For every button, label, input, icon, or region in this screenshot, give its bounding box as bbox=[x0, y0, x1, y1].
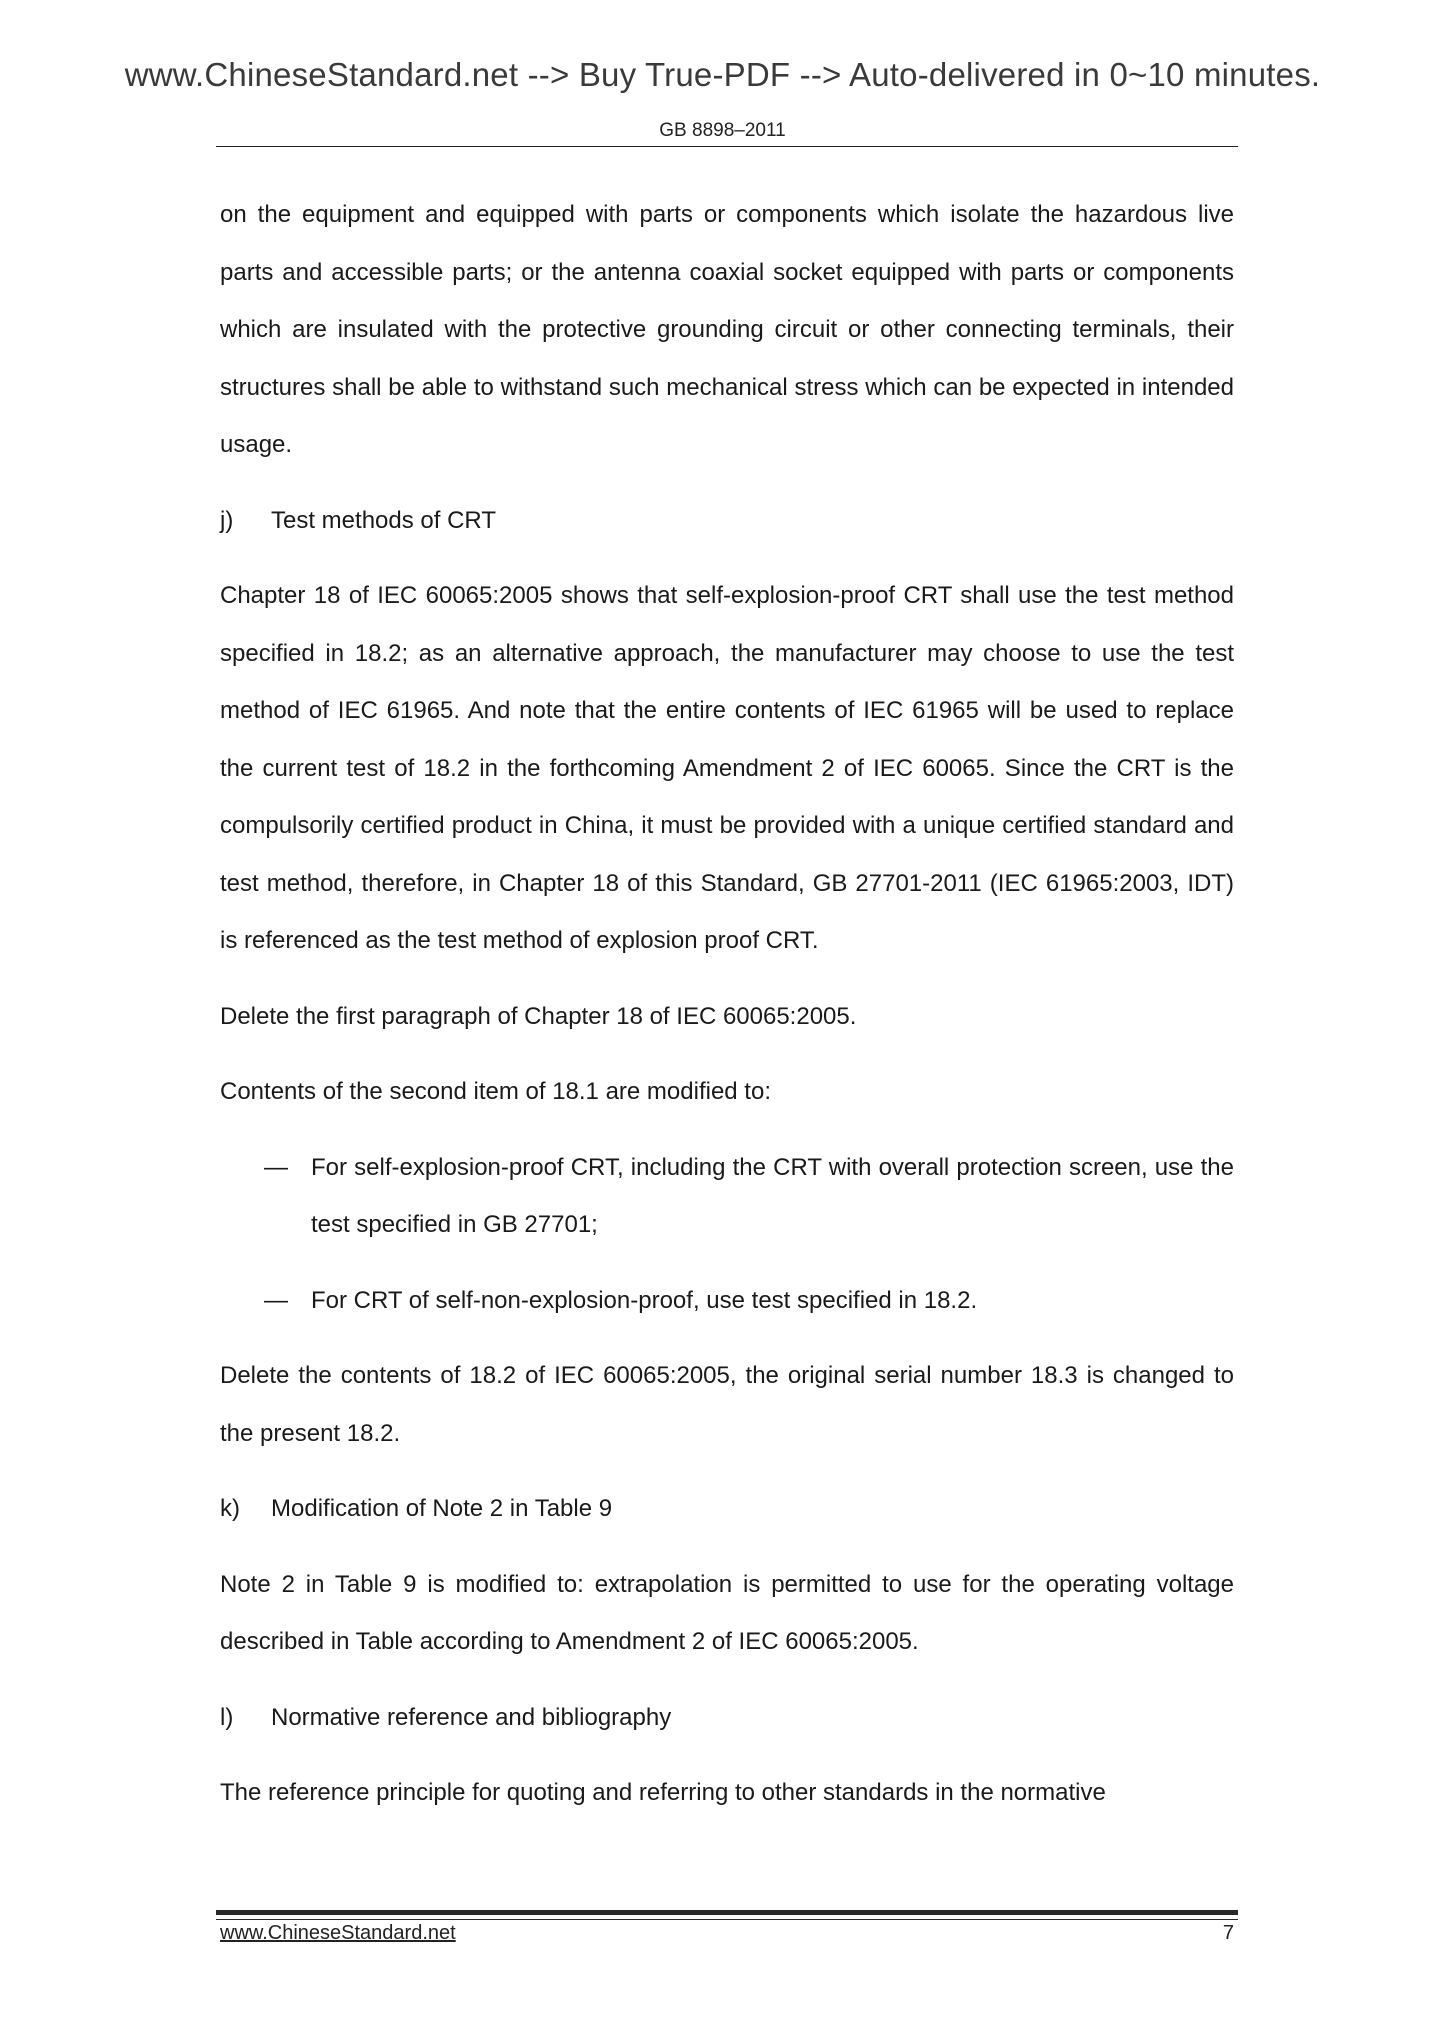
paragraph-gap bbox=[220, 1254, 1234, 1272]
dash-list-item bbox=[220, 1139, 1234, 1254]
paragraph-gap bbox=[220, 1671, 1234, 1689]
paragraph-gap bbox=[220, 1746, 1234, 1764]
paragraph-gap bbox=[220, 474, 1234, 492]
site-banner: www.ChineseStandard.net --> Buy True-PDF --> Auto-delivered in 0~10 minutes. bbox=[124, 56, 1321, 93]
header-rule bbox=[216, 146, 1238, 147]
dash-marker: — bbox=[264, 1153, 288, 1181]
footer-website-link[interactable]: www.ChineseStandard.net bbox=[220, 1922, 456, 1944]
item-l-heading bbox=[220, 1689, 1234, 1747]
paragraph-gap bbox=[220, 970, 1234, 988]
paragraph-delete-first: Delete the first paragraph of Chapter 18 of IEC 60065:2005. bbox=[220, 1002, 857, 1030]
dash-item-text: For CRT of self-non-explosion-proof, use test specified in 18.2. bbox=[311, 1286, 978, 1314]
footer-rule-thin bbox=[216, 1919, 1238, 1920]
standard-code-header: GB 8898–2011 bbox=[659, 120, 786, 141]
dash-marker: — bbox=[264, 1286, 288, 1314]
paragraph-gap bbox=[220, 1538, 1234, 1556]
item-marker: l) bbox=[220, 1703, 234, 1731]
paragraph-contents-modified: Contents of the second item of 18.1 are modified to: bbox=[220, 1078, 771, 1105]
page-number: 7 bbox=[1222, 1922, 1234, 1944]
document-body bbox=[220, 186, 1234, 1822]
item-title: Modification of Note 2 in Table 9 bbox=[271, 1495, 613, 1522]
paragraph-gap bbox=[220, 1329, 1234, 1347]
item-title: Normative reference and bibliography bbox=[271, 1703, 672, 1731]
paragraph-gap bbox=[220, 549, 1234, 567]
item-marker: j) bbox=[220, 506, 234, 534]
item-title: Test methods of CRT bbox=[271, 506, 496, 534]
paragraph-gap bbox=[220, 1045, 1234, 1063]
item-j-heading bbox=[220, 492, 1234, 550]
paragraph-crt-test-methods: Chapter 18 of IEC 60065:2005 shows that self-explosion-proof CRT shall use the test method specified in 18.2; as an alternative approach, the manufacturer may choose to use the test method of IEC 61965. And note that the entire contents of IEC 61965 will be used to replace the current test of 18.2 in the forthcoming Amendment 2 of IEC 60065. Since the CRT is the compulsorily certified product in China, it must be provided with a unique certified standard and test method, therefore, in Chapter 18 of this Standard, GB 27701-2011 (IEC 61965:2003, IDT) is referenced as the test method of explosion proof CRT. bbox=[220, 582, 1234, 954]
paragraph-reference-principle: The reference principle for quoting and referring to other standards in the normative bbox=[220, 1779, 1106, 1806]
paragraph-protection-parts: on the equipment and equipped with parts or components which isolate the hazardous live parts and accessible parts; or the antenna coaxial socket equipped with parts or components which are insulated with the protective grounding circuit or other connecting terminals, their structures shall be able to withstand such mechanical stress which can be expected in intended usage. bbox=[220, 201, 1234, 458]
paragraph-gap bbox=[220, 1121, 1234, 1139]
dash-item-text: For self-explosion-proof CRT, including the CRT with overall protection screen, use the test specified in GB 27701; bbox=[311, 1153, 1234, 1238]
dash-list-item bbox=[220, 1272, 1234, 1330]
paragraph-gap bbox=[220, 1462, 1234, 1480]
paragraph-note-2: Note 2 in Table 9 is modified to: extrapolation is permitted to use for the operating voltage described in Table according to Amendment 2 of IEC 60065:2005. bbox=[220, 1570, 1234, 1655]
footer-rule-thick bbox=[216, 1910, 1238, 1915]
item-marker: k) bbox=[220, 1495, 240, 1522]
item-k-heading bbox=[220, 1480, 1234, 1538]
paragraph-delete-contents: Delete the contents of 18.2 of IEC 60065:2005, the original serial number 18.3 is changed to the present 18.2. bbox=[220, 1362, 1234, 1447]
